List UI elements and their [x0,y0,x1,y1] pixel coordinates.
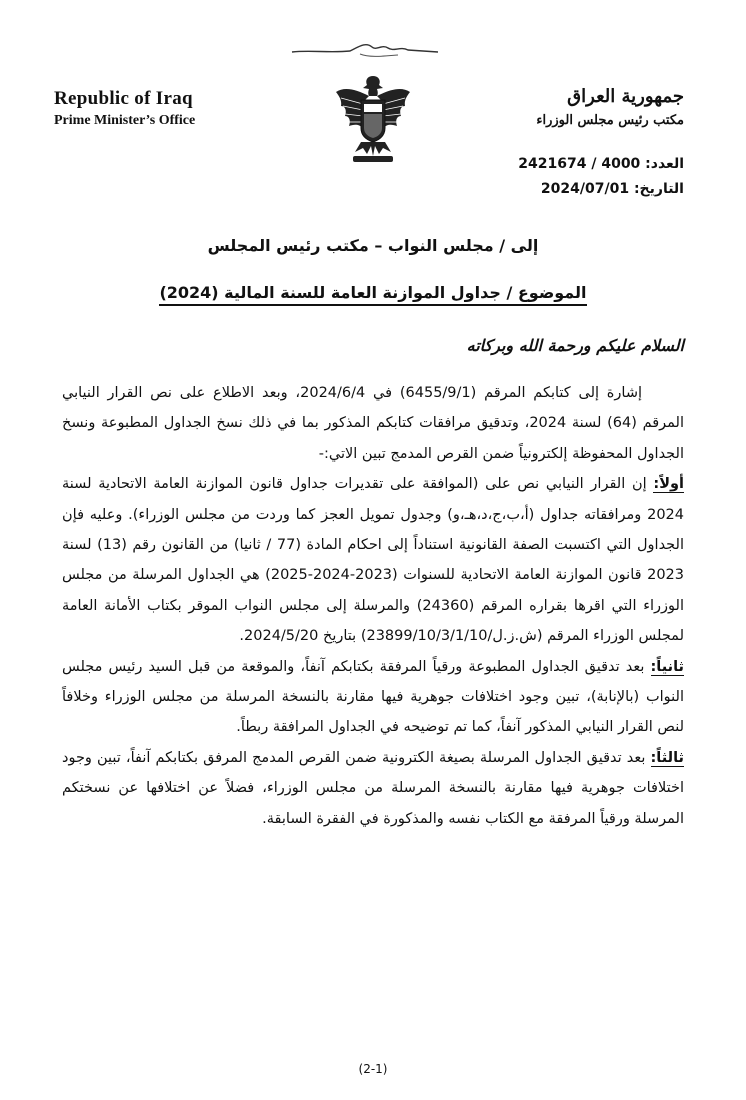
paragraph-third [62,743,684,834]
paragraph-third-text: بعد تدقيق الجداول المرسلة بصيغة الكترونية ضمن القرص المدمج المرفق بكتابكم آنفاً، تبين وجود اختلافات جوهرية فيها مقارنة بالنسخة المرسلة من مجلس الوزراء، فضلاً عن اختلافها عن نسختكم المرسلة ورقياً المرفقة مع الكتاب نفسه والمذكورة في الفقرة السابقة. [62,749,684,827]
paragraph-second-text: بعد تدقيق الجداول المطبوعة ورقياً المرفقة بكتابكم آنفاً، والموقعة من قبل السيد رئيس مجلس النواب (بالإنابة)، تبين وجود اختلافات جوهرية فيها مقارنة بالنسخة المرسلة من مجلس الوزراء وخلافاً لنص القرار النيابي المذكور آنفاً، كما تم توضيحه في الجداول المرافقة ربطاً. [62,658,684,736]
arabic-title: جمهورية العراق [567,86,684,107]
reference-number-value: 2421674 / 4000 [518,156,641,172]
addressee: إلى / مجلس النواب – مكتب رئيس المجلس [207,236,539,255]
english-subtitle: Prime Minister’s Office [54,113,196,128]
arabic-letterhead [454,86,684,128]
paragraph-second-label: ثانياً: [650,658,684,675]
subject-line [0,283,746,302]
handwritten-mark-icon [290,38,440,60]
english-title: Republic of Iraq [54,88,193,109]
subject-text: الموضوع / جداول الموازنة العامة للسنة المالية (2024) [159,283,586,306]
paragraph-first [62,469,684,651]
reference-number-label: العدد: [645,156,684,172]
paragraph-second [62,652,684,743]
page-number: (2-1) [358,1062,388,1076]
letter-body [62,378,684,834]
eagle-emblem-icon [333,72,413,164]
reference-date-value: 2024/07/01 [540,181,630,197]
paragraph-third-label: ثالثاً: [650,749,684,766]
arabic-subtitle: مكتب رئيس مجلس الوزراء [536,113,684,128]
paragraph-first-text: إن القرار النيابي نص على (الموافقة على تقديرات جداول قانون الموازنة العامة الاتحادية لسنة 2024 ومرافقاته جداول (أ،ب،ج،د،هـ،و) وجدول تمويل العجز كما وردت من مجلس الوزراء). وعليه فإن الجداول التي اكتسبت الصفة القانونية استناداً إلى احكام المادة (77 / ثانيا) من القانون رقم (13) لسنة 2023 قانون الموازنة العامة الاتحادية للسنوات (2023-2024-2025) هي الجداول المرسلة من مجلس الوزراء التي اقرها بقراره المرقم (24360) والمرسلة إلى مجلس النواب الموقر بكتاب الأمانة العامة لمجلس الوزراء المرقم (ش.ز.ل/23899/10/3/1/10) بتاريخ 2024/5/20. [62,476,684,645]
intro-paragraph: إشارة إلى كتابكم المرقم (6455/9/1) في 2024/6/4، وبعد الاطلاع على نص القرار النيابي المرقم (64) لسنة 2024، وتدقيق مرافقات كتابكم المذكور بما في ذلك نسخ الجداول المطبوعة ونسخ الجداول المحفوظة إلكترونياً ضمن القرص المدمج تبين الاتي:- [62,385,684,462]
greeting: السلام عليكم ورحمة الله وبركاته [466,336,684,355]
reference-block [518,156,684,206]
english-letterhead [54,88,274,129]
reference-date-label: التاريخ: [633,181,684,197]
paragraph-first-label: أولاً: [653,476,684,493]
reference-date [518,181,684,197]
reference-number [518,156,684,172]
